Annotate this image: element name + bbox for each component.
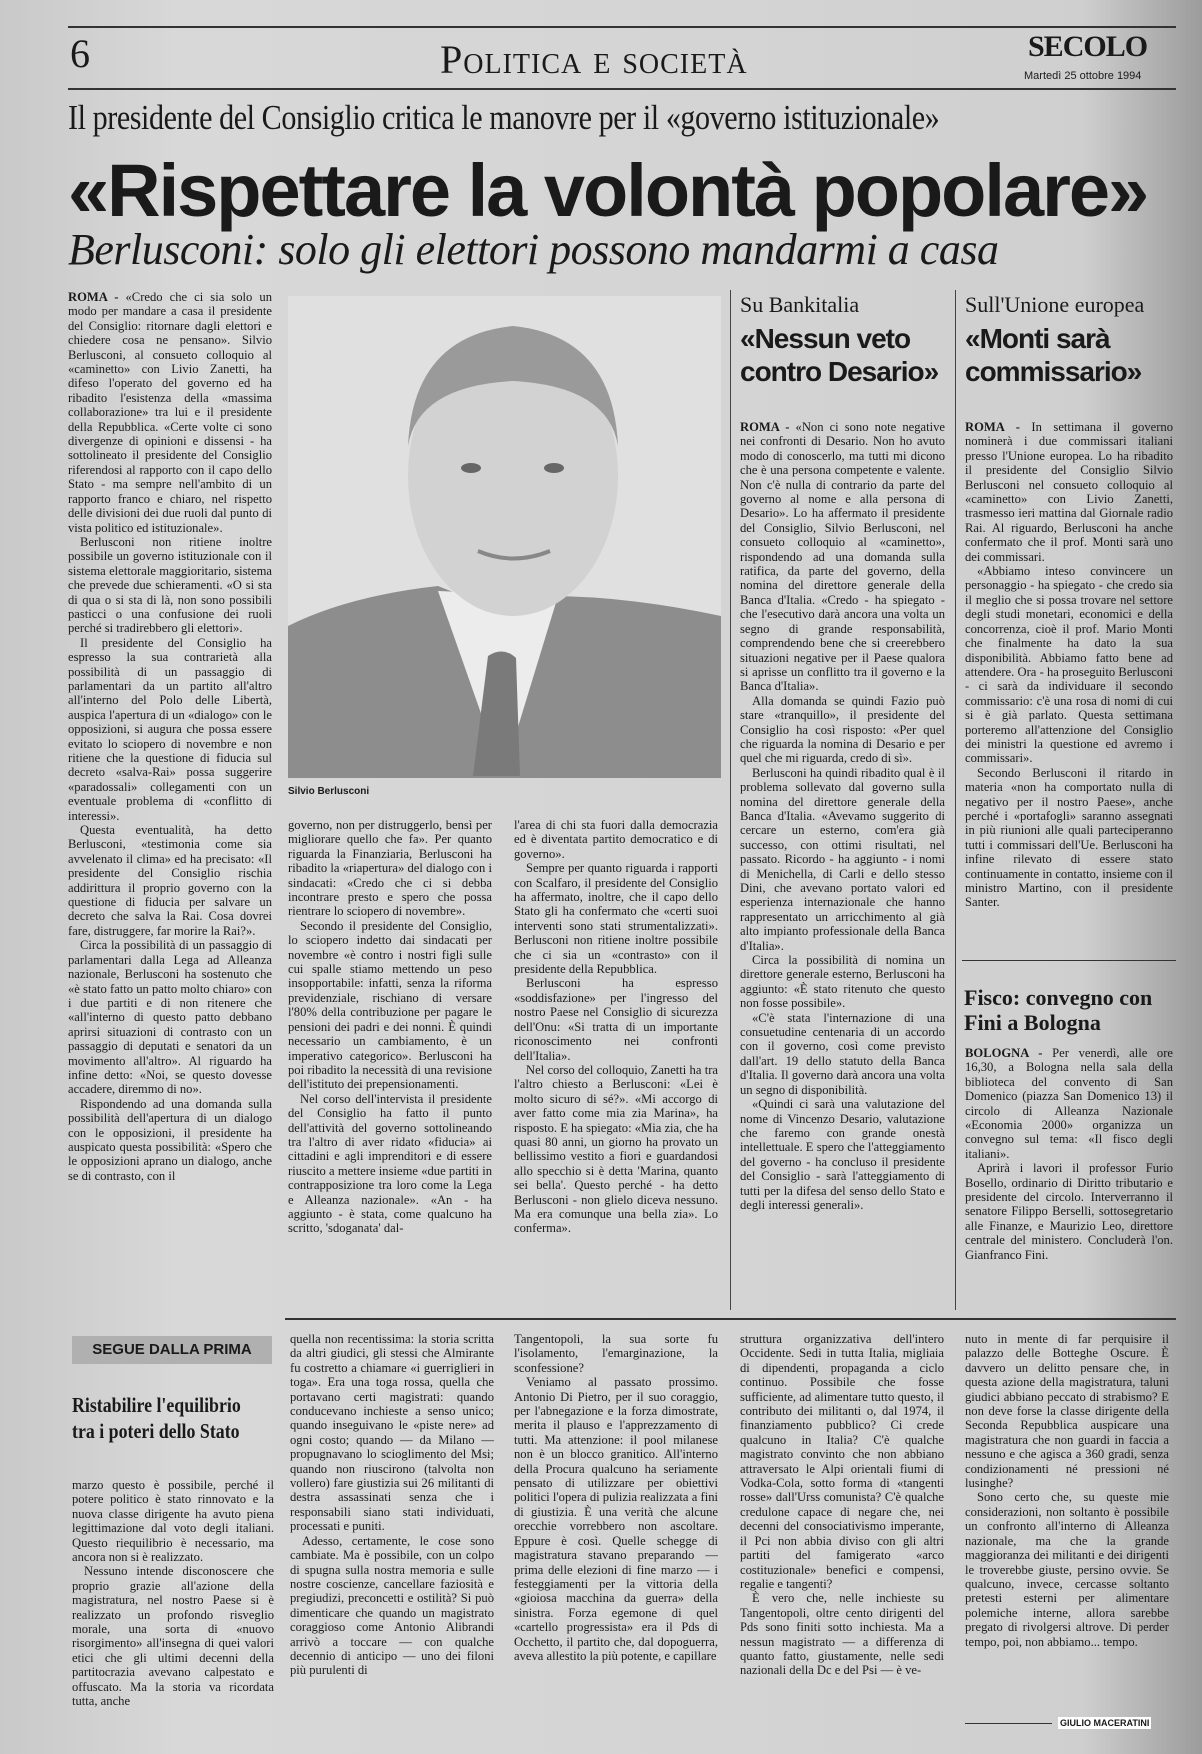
paragraph: Circa la possibilità di un passaggio di parlamentari dalla Lega ad Alleanza nazionale, Berlusconi ha sostenuto che «è stato fatto un patto molto chiaro» con i due partiti e di non ritenere che «all'interno di questo patto debbano aprirsi situazioni di contrasto con un passaggio di deputati e senatori da un movimento all'altro». Al riguardo ha infine detto: «Noi, se questo dovesse accadere, diremmo di no». <box>68 938 272 1097</box>
segue-headline: Ristabilire l'equilibrio tra i poteri dello Stato <box>72 1393 241 1443</box>
bankitalia-article <box>740 420 945 1212</box>
page-number: 6 <box>70 31 90 76</box>
paragraph: Berlusconi ha quindi ribadito qual è il problema sollevato dal governo sulla nomina del direttore generale della Banca d'Italia. «Avevamo suggerito di cercare un esterno, com'era già successo, con ottimi risultati, nel passato. Ricordo - ha aggiunto - i nomi di Menichella, di Carli e dello stesso Dini, che avevano portato valori ed esperienza internazionale che hanno rappresentato un arricchimento al già alto impianto professionale della Banca d'Italia». <box>740 765 945 953</box>
europa-kicker: Sull'Unione europea <box>965 292 1145 317</box>
paragraph: «Credo che ci sia solo un modo per mandare a casa il presidente del Consiglio: ritornare dagli elettori e chiedere cosa ne pensano». Silvio Berlusconi, al consueto colloquio al «caminetto» con Livio Zanetti, ha difeso l'operato del governo ed ha ribadito l'esistenza della «massima collaborazione» tra lui e il presidente della Repubblica. «Certe volte ci sono divergenze di opinioni e dissensi - ha sottolineato il presidente del Consiglio riferendosi al rapporto con il capo dello Stato - ma sempre nell'ambito di un rapporto franco e chiaro, nel rispetto delle divisioni dei due ruoli dal punto di vista politico ed istituzionale». <box>68 290 272 535</box>
segue-col3 <box>514 1332 718 1663</box>
paragraph: Alla domanda se quindi Fazio può stare «tranquillo», il presidente del Consiglio ha così risposto: «Per quel che riguarda la nomina di Desario e per quel che mi riguarda, credo di sì». <box>740 693 945 766</box>
paragraph: Il presidente del Consiglio ha espresso la sua contrarietà alla possibilità di un passaggio di parlamentari da un partito all'altro all'interno del Polo delle Libertà, auspica l'apertura di un «dialogo» con le opposizioni, si augura che possa essere evitato lo sciopero di novembre e non ritiene che la questione di fiducia sul decreto «salva-Rai» possa suggerire «paradossali» collegamenti con un eventuale problema di «conflitto di interessi». <box>68 635 272 823</box>
main-article-col1 <box>68 290 272 1183</box>
byline: GIULIO MACERATINI <box>1060 1718 1150 1728</box>
bottom-section-rule <box>285 1318 1176 1320</box>
paragraph: Questa eventualità, ha detto Berlusconi, «testimonia come sia avvelenato il clima» ed ha precisato: «Il presidente del Consiglio rischia addirittura il proprio governo con la questione di fiducia per salvare un decreto che salva la Rai. Cosa dovrei fare, distruggere, far morire la Rai?». <box>68 823 272 938</box>
main-subhead: Berlusconi: solo gli elettori possono mandarmi a casa <box>68 225 999 274</box>
segue-label: SEGUE DALLA PRIMA <box>72 1336 272 1364</box>
portrait-illustration <box>288 296 721 778</box>
byline-rule <box>965 1723 1052 1724</box>
paragraph: Secondo il presidente del Consiglio, lo sciopero indetto dai sindacati per novembre «è contro i nostri figli sulle cui spalle stiamo mettendo un peso insopportabile: infatti, senza la riforma previdenziale, rischiano di versare l'80% della contribuzione per pagare le pensioni dei padri e dei nonni. È quindi necessario un cambiamento, è un imperativo categorico». Berlusconi ha poi ribadito la necessità di una revisione dell'istituto dei prepensionamenti. <box>288 918 492 1092</box>
europa-article <box>965 420 1173 910</box>
segue-col1 <box>72 1478 274 1709</box>
paragraph: l'area di chi sta fuori dalla democrazia ed è diventata partito democratico e di governo». <box>514 818 718 861</box>
paragraph: nuto in mente di far perquisire il palazzo delle Botteghe Oscure. È davvero un delitto pensare che, in questa azione della magistratura, taluni giudici abbiano peccato di strabismo? E non deve forse la classe dirigente della Seconda Repubblica auspicare una magistratura che non guardi in faccia a nessuno e che agisca a 360 gradi, senza condizionamenti né pressioni né lusinghe? <box>965 1332 1169 1491</box>
paragraph: struttura organizzativa dell'intero Occidente. Sedi in tutta Italia, migliaia di dipendenti, propaganda a ciclo continuo. Possibile che fosse sufficiente, ad alimentare tutto questo, il contributo dei militanti o, dal 1974, il finanziamento pubblico? Ci crede qualcuno in Italia? C'è qualche magistrato convinto che non abbiano attraversato le Alpi orientali fiumi di Vodka-Cola, sotto forma di «tangenti rosse» dall'Urss comunista? C'è qualche credulone capace di negare che, nei decenni del consociativismo imperante, il Pci non abbia diviso con gli altri partiti del famigerato «arco costituzionale» benefici e compensi, regalie e tangenti? <box>740 1332 944 1591</box>
paragraph: «Quindi ci sarà una valutazione del nome di Vincenzo Desario, valutazione che faremo con grande onestà intellettuale. E spero che l'atteggiamento del governo - ha concluso il presidente del Consiglio - sarà l'atteggiamento di tutti per la difesa del senso dello Stato e degli interessi generali». <box>740 1097 945 1212</box>
main-article-col2 <box>288 818 492 1236</box>
segue-col5 <box>965 1332 1169 1649</box>
portrait-photo <box>288 296 721 778</box>
column-divider <box>730 290 731 1310</box>
paragraph: Aprirà i lavori il professor Furio Bosello, ordinario di Diritto tributario e presidente del circolo. Interverranno il senatore Filippo Berselli, sottosegretario alle Finanze, e Maurizio Leo, direttore centrale del ministero. Concluderà l'on. Gianfranco Fini. <box>965 1161 1173 1262</box>
dateline: ROMA - <box>965 420 1020 434</box>
top-rule <box>68 26 1176 28</box>
paragraph: È vero che, nelle inchieste su Tangentopoli, oltre cento dirigenti del Pds sono finiti sotto inchiesta. Ma a nessun magistrato — a differenza di quanto fatto, giustamente, nelle sedi nazionali della Dc e del Psi — è ve- <box>740 1591 944 1678</box>
section-title: Politica e società <box>440 37 748 82</box>
dateline: ROMA - <box>740 420 790 434</box>
bankitalia-headline: «Nessun veto contro Desario» <box>740 323 939 387</box>
paragraph: Tangentopoli, la sua sorte fu l'isolamento, l'emarginazione, la sconfessione? <box>514 1332 718 1375</box>
paragraph: Nessuno intende disconoscere che proprio grazie all'azione della magistratura, nel nostro Paese si è realizzato un profondo risveglio morale, una sorta di «nuovo risorgimento» all'insegna di quei valori etici che gli ultimi decenni della partitocrazia avevano calpestato e offuscato. Ma la storia va ricordata tutta, anche <box>72 1564 274 1709</box>
issue-date: Martedì 25 ottobre 1994 <box>1024 70 1142 82</box>
paragraph: Sempre per quanto riguarda i rapporti con Scalfaro, il presidente del Consiglio ha affermato, inoltre, che il capo dello Stato gli ha confermato che «certi suoi interventi sono stati strumentalizzati». Berlusconi non ritiene inoltre possibile che ci sia un «contrasto» con il presidente della Repubblica. <box>514 861 718 977</box>
paragraph: «C'è stata l'internazione di una consuetudine centenaria di un accordo con il governo, così come previsto dall'art. 19 dello statuto della Banca d'Italia. Il governo darà ancora una volta un segno di disponibilità. <box>740 1010 945 1097</box>
paragraph: Nel corso del colloquio, Zanetti ha tra l'altro chiesto a Berlusconi: «Lei è molto sicuro di sé?». «Mi accorgo di aver fatto come mia zia Marina», ha risposto. E ha spiegato: «Mia zia, che ha quasi 80 anni, un giorno ha provato un bellissimo vestito a fiori e guardandosi allo specchio si è detta 'Marina, quanto sei bella'. Questo perché - ha detto Berlusconi - non glielo diceva nessuno. Ma era comunque una bella zia». Lo conferma». <box>514 1062 718 1236</box>
segue-col2 <box>290 1332 494 1678</box>
segue-col4 <box>740 1332 944 1678</box>
photo-caption: Silvio Berlusconi <box>288 786 370 797</box>
bankitalia-kicker: Su Bankitalia <box>740 292 860 317</box>
masthead-rule <box>68 88 1176 90</box>
europa-headline: «Monti sarà commissario» <box>965 323 1142 387</box>
paragraph: Circa la possibilità di nomina un direttore generale esterno, Berlusconi ha aggiunto: «È stato ritenuto che questo non fosse possibile». <box>740 953 945 1011</box>
paragraph: marzo questo è possibile, perché il potere politico è stato rinnovato e la nuova classe dirigente ha avuto piena legittimazione dal voto degli italiani. Questo riequilibrio è necessario, ma ancora non si è realizzato. <box>72 1478 274 1565</box>
dateline: ROMA - <box>68 290 119 304</box>
paragraph: Sono certo che, su queste mie considerazioni, non soltanto è possibile un confronto all'interno di Alleanza nazionale, ma che la grande maggioranza dei militanti e dei dirigenti le troverebbe giuste, persino ovvie. Se qualcuno, invece, cercasse soltanto pretesti esterni per alimentare polemiche interne, allora sarebbe pregato di rivolgersi altrove. Di perder tempo, poi, non abbiamo... tempo. <box>965 1490 1169 1649</box>
paragraph: Berlusconi ha espresso «soddisfazione» per l'ingresso del nostro Paese nel Consiglio di sicurezza dell'Onu: «Si tratta di un importante riconoscimento nei confronti dell'Italia». <box>514 976 718 1063</box>
fisco-headline: Fisco: convegno con Fini a Bologna <box>964 985 1153 1035</box>
fisco-article <box>965 1046 1173 1262</box>
paragraph: Per venerdì, alle ore 16,30, a Bologna nella sala della biblioteca del convento di San Domenico (piazza San Domenico 13) il circolo di Alleanza Nazionale «Economia 2000» organizza un convegno sul tema: «Il fisco degli italiani». <box>965 1046 1174 1161</box>
paragraph: In settimana il governo nominerà i due commissari italiani presso l'Unione europea. Lo ha ribadito il presidente del Consiglio Silvio Berlusconi nel consueto colloquio al «caminetto» con Livio Zanetti, trasmesso ieri mattina dal Giornale radio Rai. Al riguardo, Berlusconi ha anche confermato che il prof. Monti sarà uno dei commissari. <box>965 420 1173 564</box>
paragraph: governo, non per distruggerlo, bensì per migliorare quello che fa». Per quanto riguarda la Finanziaria, Berlusconi ha ribadito la «riapertura» del dialogo con i sindacati: «Credo che ci si debba incontrare presto e spero che possa rientrare lo sciopero di novembre». <box>288 818 492 919</box>
paragraph: quella non recentissima: la storia scritta da altri giudici, gli stessi che Almirante fu costretto a chiamare «i guerriglieri in toga». Era una toga rossa, quella che portavano certi magistrati: quando conducevano inchieste a senso unico; quando inseguivano le «piste nere» ad ogni costo; quando — da Milano — propugnavano lo scioglimento del Msi; quando non riuscirono (talvolta non vollero) fare giustizia sui 26 militanti di destra assassinati senza che i responsabili siano stati individuati, processati e puniti. <box>290 1332 494 1534</box>
paragraph: Rispondendo ad una domanda sulla possibilità dell'apertura di un dialogo con le opposizioni, il presidente ha auspicato questa possibilità: «Spero che le opposizioni aprano un dialogo, anche se di contrasto, con il <box>68 1096 272 1183</box>
paragraph: «Abbiamo inteso convincere un personaggio - ha spiegato - che credo sia il meglio che si possa trovare nel settore degli studi monetari, economici e della concorrenza, cioè il prof. Mario Monti che finalmente ha dato la sua disponibilità. Abbiamo fatto bene ad attendere. Ora - ha proseguito Berlusconi - ci sarà da individuare il secondo commissario: c'è una rosa di nomi di cui si è già parlato. Questa settimana porteremo all'attenzione del Consiglio dei ministri la questione ed avremo i commissari». <box>965 564 1173 766</box>
paragraph: Secondo Berlusconi il ritardo in materia «non ha comportato nulla di negativo per il nostro Paese», anche perché i «portafogli» saranno assegnati in più riunioni alle quali parteciperanno tutti i commissari dell'Ue. Berlusconi ha infine rilevato di essere stato continuamente in contatto, insieme con il ministro Martino, con il presidente Santer. <box>965 765 1173 910</box>
paragraph: Veniamo al passato prossimo. Antonio Di Pietro, per il suo coraggio, per l'abnegazione e la forza dimostrate, merita il plauso e l'apprezzamento di tutti. Ma attenzione: il pool milanese non è un blocco granitico. All'interno della Procura qualcuno ha seriamente pensato di utilizzare per obiettivi politici l'opera di pulizia realizzata a fini di giustizia. È una verità che alcune orecchie vorrebbero non ascoltare. Eppure è così. Quelle schegge di magistratura stavano preparando — prima delle elezioni di fine marzo — i festeggiamenti per la vittoria della «gioiosa macchina da guerra» della sinistra. Forza egemone di quel «cartello progressista» era il Pds di Occhetto, il partito che, dal dopoguerra, aveva allestito la più potente, e capillare <box>514 1375 718 1663</box>
paragraph: Berlusconi non ritiene inoltre possibile un governo istituzionale con il sistema elettorale maggioritario, sistema che prevede due schieramenti. «O si sta di qua o si sta di là, non sono possibili pasticci o una confusione dei ruoli perché si tradirebbero gli elettori». <box>68 534 272 636</box>
paragraph: Nel corso dell'intervista il presidente del Consiglio ha fatto il punto dell'attività del governo sottolineando tra l'altro di aver ridato «fiducia» ai cittadini e agli imprenditori e di essere riuscito a mettere insieme «due partiti in contrapposizione tra loro come la Lega e Alleanza nazionale». «An - ha aggiunto - è stata, come qualcuno ha scritto, 'sdoganata' dal- <box>288 1091 492 1236</box>
newspaper-logo: SECOLO <box>1028 30 1148 63</box>
dateline: BOLOGNA - <box>965 1046 1043 1060</box>
paragraph: Adesso, certamente, le cose sono cambiate. Ma è possibile, con un colpo di spugna sulla nostra memoria e sulle nostre coscienze, cancellare faziosità e pregiudizi, preconcetti e ostilità? Si può dimenticare che quando un magistrato coraggioso come Antonio Alibrandi arrivò a toccare — con qualche decennio di anticipo — uno dei filoni più purulenti di <box>290 1533 494 1678</box>
main-article-col3 <box>514 818 718 1236</box>
main-kicker: Il presidente del Consiglio critica le manovre per il «governo istituzionale» <box>68 98 940 137</box>
fisco-rule <box>962 960 1176 961</box>
column-divider <box>955 290 956 1310</box>
main-headline: «Rispettare la volontà popolare» <box>68 149 1148 232</box>
paragraph: «Non ci sono note negative nei confronti di Desario. Non ho avuto modo di conoscerlo, ma tutti mi dicono che è una persona competente e valente. Non c'è nulla di contrario da parte del governo al nome e alla persona di Desario». Lo ha affermato il presidente del Consiglio, Silvio Berlusconi, nel consueto colloquio al «caminetto», rispondendo ad una domanda sulla ratifica, da parte del governo, della nomina del direttore generale della Banca d'Italia. «Credo - ha spiegato - che l'esecutivo darà ancora una volta un segno di grande responsabilità, comprendendo bene che si creerebbero situazioni negative per il Paese qualora si aprisse un conflitto tra il governo e la Banca d'Italia». <box>740 420 945 694</box>
